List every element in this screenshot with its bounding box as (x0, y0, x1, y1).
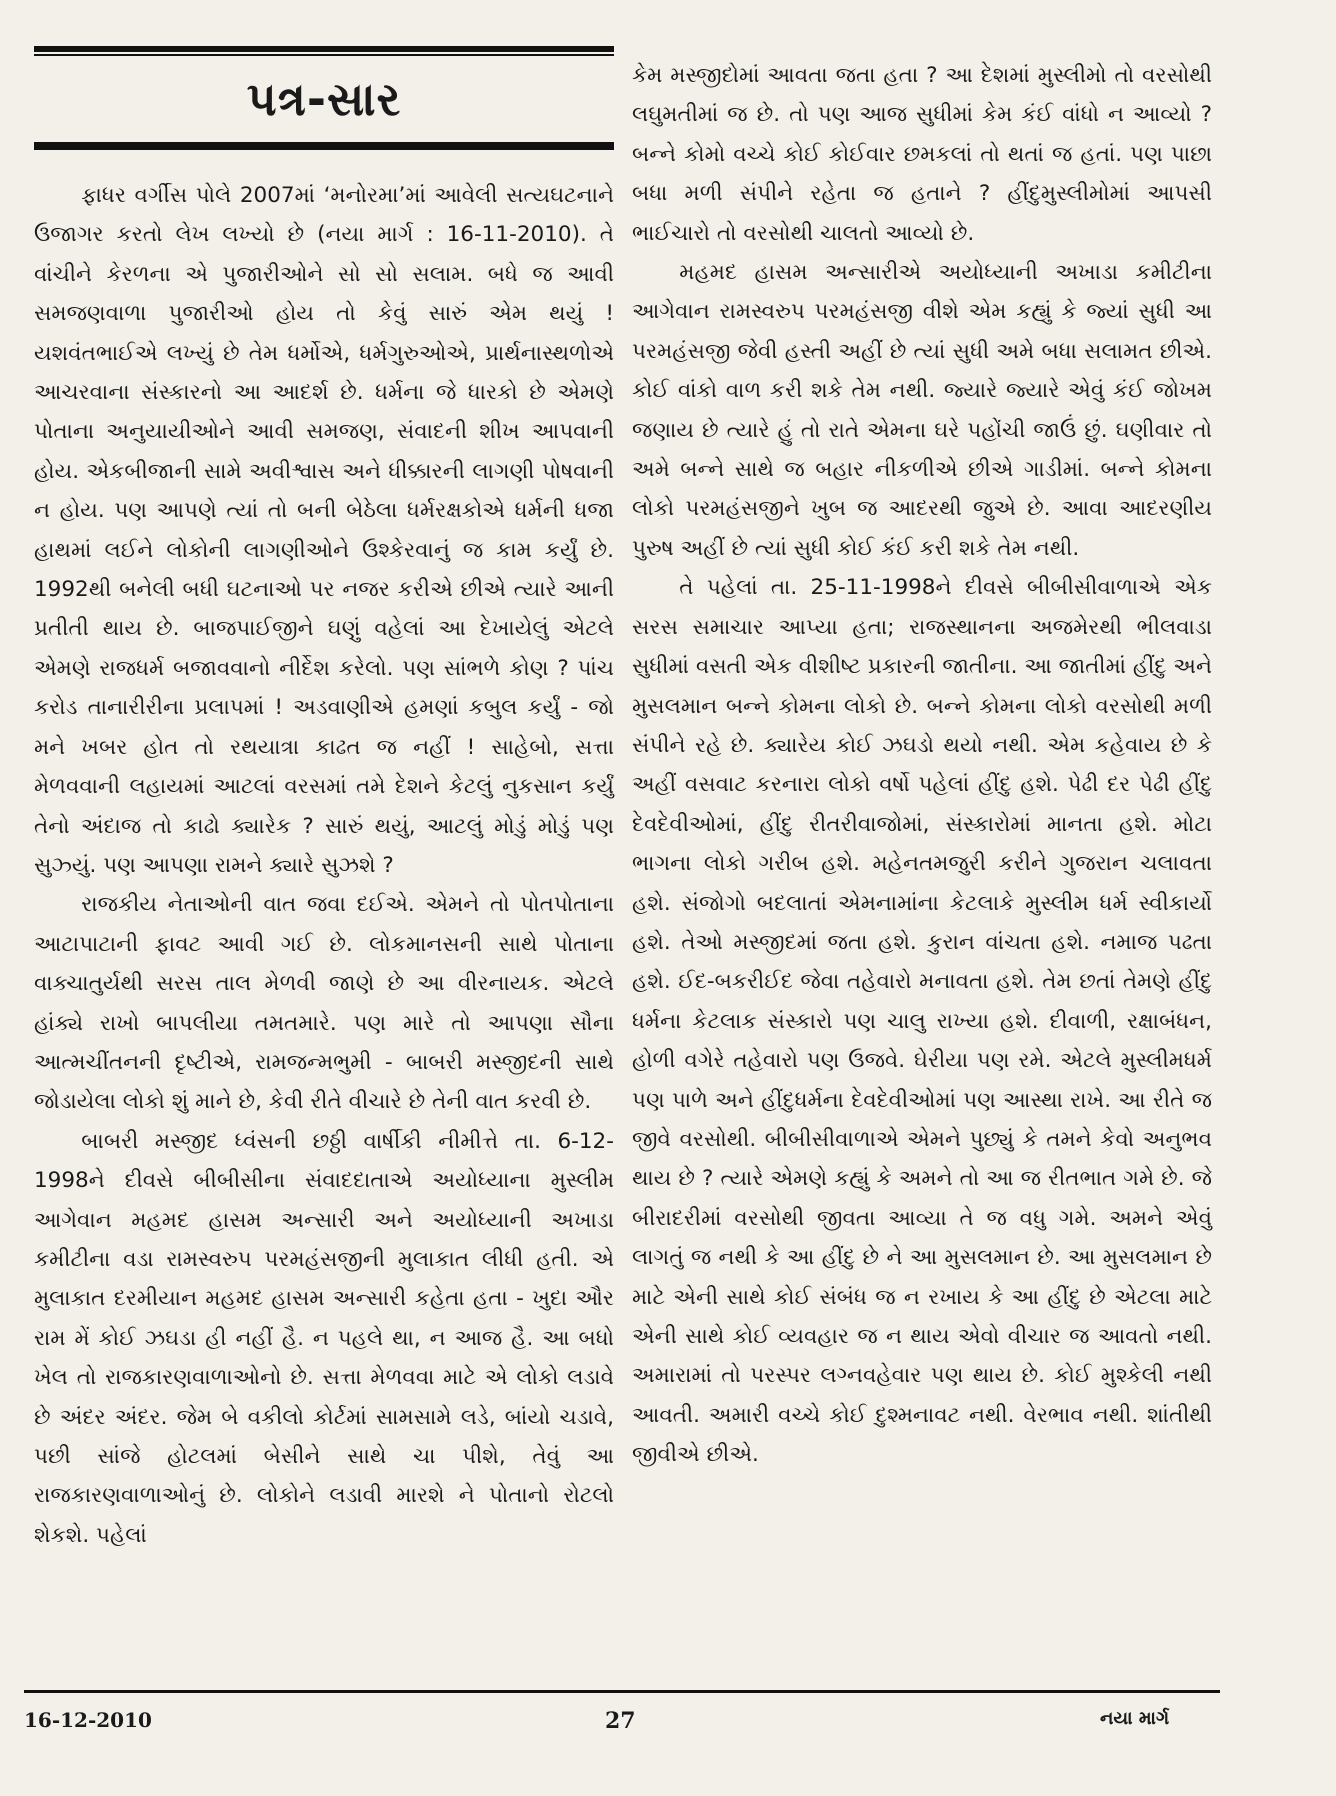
left-paragraph-2: રાજકીય નેતાઓની વાત જવા દઈએ. એમને તો પોતપોતાના આટાપાટાની ફાવટ આવી ગઈ છે. લોકમાનસની સાથે પોતાના વાક્ચાતુર્યથી સરસ તાલ મેળવી જાણે છે આ વીરનાયક. એટલે હાંક્યે રાખો બાપલીયા તમતમારે. પણ મારે તો આપણા સૌના આત્મચીંતનની દૃષ્ટીએ, રામજન્મભુમી - બાબરી મસ્જીદની સાથે જોડાયેલા લોકો શું માને છે, કેવી રીતે વીચારે છે તેની વાત કરવી છે. (34, 892, 614, 1115)
right-paragraph-2: મહમદ હાસમ અન્સારીએ અયોધ્યાની અખાડા કમીટીના આગેવાન રામસ્વરુપ પરમહંસજી વીશે એમ કહ્યું કે જ્યાં સુધી આ પરમહંસજી જેવી હસ્તી અહીં છે ત્યાં સુધી અમે બધા સલામત છીએ. કોઈ વાંકો વાળ કરી શકે તેમ નથી. જ્યારે જ્યારે એવું કંઈ જોખમ જણાય છે ત્યારે હું તો રાતે એમના ઘરે પહોંચી જાઉં છું. ઘણીવાર તો અમે બન્ને સાથે જ બહાર નીકળીએ છીએ ગાડીમાં. બન્ને કોમના લોકો પરમહંસજીને ખુબ જ આદરથી જુએ છે. આવા આદરણીય પુરુષ અહીં છે ત્યાં સુધી કોઈ કંઈ કરી શકે તેમ નથી. (632, 260, 1212, 561)
left-paragraph-3: બાબરી મસ્જીદ ધ્વંસની છઠ્ઠી વાર્ષીકી નીમીત્તે તા. 6-12-1998ને દીવસે બીબીસીના સંવાદદાતાએ અયોધ્યાના મુસ્લીમ આગેવાન મહમદ હાસમ અન્સારી અને અયોધ્યાની અખાડા કમીટીના વડા રામસ્વરુપ પરમહંસજીની મુલાકાત લીધી હતી. એ મુલાકાત દરમીયાન મહમદ હાસમ અન્સારી કહેતા હતા - ખુદા ઔર રામ મેં કોઈ ઝઘડા હી નહીં હૈ. ન પહલે થા, ન આજ હૈ. આ બધો ખેલ તો રાજકારણવાળાઓનો છે. સત્તા મેળવવા માટે એ લોકો લડાવે છે અંદર અંદર. જેમ બે વકીલો કોર્ટમાં સામસામે લડે, બાંયો ચડાવે, પછી સાંજે હોટલમાં બેસીને સાથે ચા પીશે, તેવું આ રાજકારણવાળાઓનું છે. લોકોને લડાવી મારશે ને પોતાનો રોટલો શેકશે. પહેલાં (34, 1128, 614, 1548)
heading-top-rule (34, 46, 614, 52)
magazine-name: નયા માર્ગ (1100, 1708, 1170, 1729)
heading-bottom-rule (34, 144, 614, 150)
footer-date: 16-12-2010 (24, 1708, 152, 1732)
left-paragraph-1: ફાધર વર્ગીસ પોલે 2007માં ‘મનોરમા’માં આવેલી સત્યઘટનાને ઉજાગર કરતો લેખ લખ્યો છે (નયા માર્ગ : 16-11-2010). તે વાંચીને કેરળના એ પુજારીઓને સો સો સલામ. બધે જ આવી સમજણવાળા પુજારીઓ હોય તો કેવું સારું એમ થયું ! યશવંતભાઈએ લખ્યું છે તેમ ધર્મોએ, ધર્મગુરુઓએ, પ્રાર્થનાસ્થળોએ આચરવાના સંસ્કારનો આ આદર્શ છે. ધર્મના જે ધારકો છે એમણે પોતાના અનુયાયીઓને આવી સમજણ, સંવાદની શીખ આપવાની હોય. એકબીજાની સામે અવીશ્વાસ અને ધીક્કારની લાગણી પોષવાની ન હોય. પણ આપણે ત્યાં તો બની બેઠેલા ધર્મરક્ષકોએ ધર્મની ધજા હાથમાં લઈને લોકોની લાગણીઓને ઉશ્કેરવાનું જ કામ કર્યું છે. 1992થી બનેલી બધી ઘટનાઓ પર નજર કરીએ છીએ ત્યારે આની પ્રતીતી થાય છે. બાજપાઈજીને ઘણું વહેલાં આ દેખાયેલું એટલે એમણે રાજધર્મ બજાવવાનો નીર્દેશ કરેલો. પણ સાંભળે કોણ ? પાંચ કરોડ તાનારીરીના પ્રલાપમાં ! અડવાણીએ હમણાં કબુલ કર્યું - જો મને ખબર હોત તો રથયાત્રા કાઢત જ નહીં ! સાહેબો, સત્તા મેળવવાની લહાયમાં આટલાં વરસમાં તમે દેશને કેટલું નુકસાન કર્યું તેનો અંદાજ તો કાઢો ક્યારેક ? સારું થયું, આટલું મોડું મોડું પણ સુઝ્યું. પણ આપણા રામને ક્યારે સુઝશે ? (34, 183, 614, 878)
right-paragraph-1: કેમ મસ્જીદોમાં આવતા જતા હતા ? આ દેશમાં મુસ્લીમો તો વરસોથી લઘુમતીમાં જ છે. તો પણ આજ સુધીમાં કેમ કંઈ વાંધો ન આવ્યો ? બન્ને કોમો વચ્ચે કોઈ કોઈવાર છમકલાં તો થતાં જ હતાં. પણ પાછા બધા મળી સંપીને રહેતા જ હતાને ? હીંદુમુસ્લીમોમાં આપસી ભાઈચારો તો વરસોથી ચાલતો આવ્યો છે. (632, 63, 1212, 246)
page-number: 27 (605, 1708, 636, 1734)
right-column (632, 56, 1212, 1475)
section-heading (34, 46, 614, 176)
footer-rule (24, 1690, 1220, 1693)
section-title: પત્ર-સાર (246, 72, 402, 126)
right-paragraph-3: તે પહેલાં તા. 25-11-1998ને દીવસે બીબીસીવાળાએ એક સરસ સમાચાર આપ્યા હતા; રાજસ્થાનના અજમેરથી ભીલવાડા સુધીમાં વસતી એક વીશીષ્ટ પ્રકારની જાતીના. આ જાતીમાં હીંદુ અને મુસલમાન બન્ને કોમના લોકો છે. બન્ને કોમના લોકો વરસોથી મળી સંપીને રહે છે. ક્યારેય કોઈ ઝઘડો થયો નથી. એમ કહેવાય છે કે અહીં વસવાટ કરનારા લોકો વર્ષો પહેલાં હીંદુ હશે. પેઢી દર પેઢી હીંદુ દેવદેવીઓમાં, હીંદુ રીતરીવાજોમાં, સંસ્કારોમાં માનતા હશે. મોટા ભાગના લોકો ગરીબ હશે. મહેનતમજુરી કરીને ગુજરાન ચલાવતા હશે. સંજોગો બદલાતાં એમનામાંના કેટલાકે મુસ્લીમ ધર્મ સ્વીકાર્યો હશે. તેઓ મસ્જીદમાં જતા હશે. કુરાન વાંચતા હશે. નમાજ પઢતા હશે. ઈદ-બકરીઈદ જેવા તહેવારો મનાવતા હશે. તેમ છતાં તેમણે હીંદુ ધર્મના કેટલાક સંસ્કારો પણ ચાલુ રાખ્યા હશે. દીવાળી, રક્ષાબંધન, હોળી વગેરે તહેવારો પણ ઉજવે. ઘેરીયા પણ રમે. એટલે મુસ્લીમધર્મ પણ પાળે અને હીંદુધર્મના દેવદેવીઓમાં પણ આસ્થા રાખે. આ રીતે જ જીવે વરસોથી. બીબીસીવાળાએ એમને પુછ્યું કે તમને કેવો અનુભવ થાય છે ? ત્યારે એમણે કહ્યું કે અમને તો આ જ રીતભાત ગમે છે. જે બીરાદરીમાં વરસોથી જીવતા આવ્યા તે જ વધુ ગમે. અમને એવું લાગતું જ નથી કે આ હીંદુ છે ને આ મુસલમાન છે. આ મુસલમાન છે માટે એની સાથે કોઈ સંબંધ જ ન રખાય કે આ હીંદુ છે એટલા માટે એની સાથે કોઈ વ્યવહાર જ ન થાય એવો વીચાર જ આવતો નથી. અમારામાં તો પરસ્પર લગ્નવહેવાર પણ થાય છે. કોઈ મુશ્કેલી નથી આવતી. અમારી વચ્ચે કોઈ દુશ્મનાવટ નથી. વેરભાવ નથી. શાંતીથી જીવીએ છીએ. (632, 575, 1212, 1468)
left-column (34, 46, 614, 1555)
